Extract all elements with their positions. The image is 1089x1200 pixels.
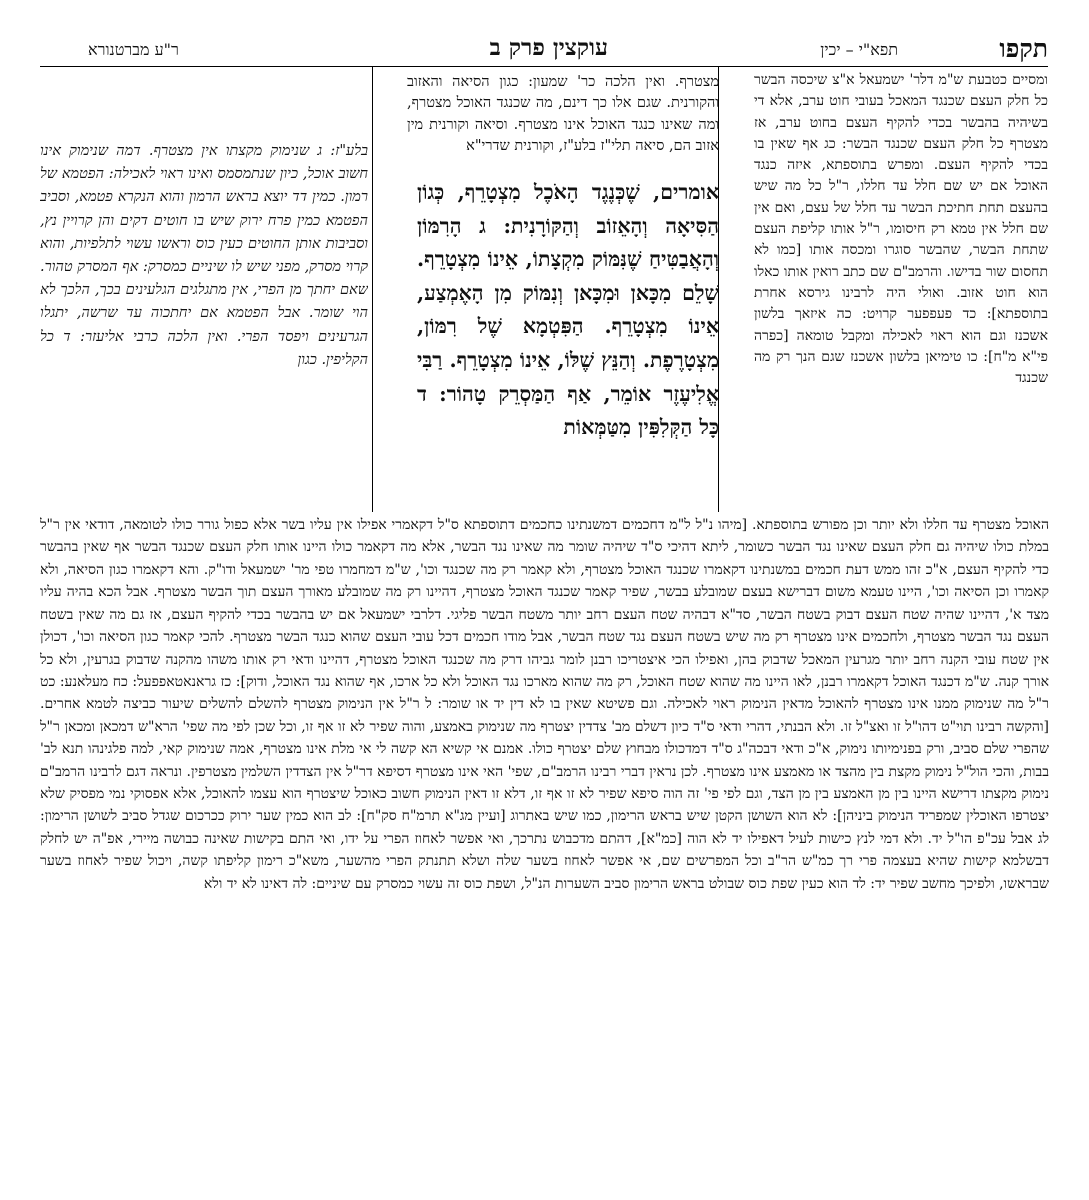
mid-top-commentary (407, 72, 719, 172)
mishna-text: אומרים, שֶׁכְּנֶגֶד הָאֹכֶל מִצְטָרֵף, כְּגוֹן הַסִּיאָה וְהָאֵזוֹב וְהַקּוֹרָנִית: ג הָרִמּוֹן וְהָאֲבַטִּיחַ שֶׁנִּמּוֹק מִקְצָתוֹ, אֵינוֹ מִצְטָרֵף. שָׁלֵם מִכָּאן וּמִכָּאן וְנִמּוֹק מִן הָאֶמְצַע, אֵינוֹ מִצְטָרֵף. הַפִּטְמָא שֶׁל רִמּוֹן, מִצְטָרֶפֶת. וְהַנֵּץ שֶׁלּוֹ, אֵינוֹ מִצְטָרֵף. רַבִּי אֱלִיעֶזֶר אוֹמֵר, אַף הַמַּסְרֵק טָהוֹר: ד כָּל הַקְּלִפִּין מִטַּמְּאוֹת (417, 180, 719, 440)
page-header (40, 34, 1048, 70)
bartenura-label: ר"ע מברטנורא (88, 40, 179, 59)
commentary-block (40, 514, 1049, 1186)
page-number: תקפו (999, 34, 1048, 63)
mishna-column (417, 176, 719, 520)
commentary-text: האוכל מצטרף עד חללו ולא יותר וכן מפורש בתוספתא. [מיהו נ"ל ל"מ דחכמים דמשנתינו כחכמים דתוספתא ס"ל דקאמרי אפילו אין עליו בשר אלא כפול גורר כולו לטומאה, דודאי אין ר"ל במלת כולו שיהיה גם חלק העצם שאינו נגד הבשר כשומר, ליתא דהיכי ס"ד שיהיה שומר מה שאינו נגד הבשר, אלא מה דקאמר כולו היינו אותו חלק העצם שכנגד הבשר אף שאין בהבשר כדי להקיף העצם, א"כ זהו ממש דעת חכמים במשנתינו דקאמרו שכנגד האוכל מצטרף, ולא קאמר רק מה שכנגד וכו', ש"מ דמחמרו טפי מר' ישמעאל ודו"ק. והא דקאמרו כגון הסיאה, ולא קאמרו וכן הסיאה וכו', היינו טעמא משום דברישא בעצם שמובלע בבשר, שפיר קאמר שכנגד האוכל מצטרף, דהיינו רק מה שמובלע מאורך העצם תוך הבשר מצטרף. אבל הכא בהיה עליו מצד א', דהיינו שהיה שטח העצם דבוק בשטח הבשר, סד"א דבהיה שטח העצם רחב יותר משטח הבשר פליגי. דלרבי ישמעאל אם יש בהבשר בכדי להקיף העצם, אז גם מה שאין בשטח העצם נגד הבשר מצטרף, ולחכמים אינו מצטרף רק מה שיש בשטח העצם נגד שטח הבשר, אבל מודו חכמים דכל עובי העצם שהוא כנגד הבשר מצטרף. להכי קאמר כגון הסיאה וכו', דכולן אין שטח עובי הקנה רחב יותר מגרעין המאכל שדבוק בהן, ואפילו הכי איצטריכו רבנן לומר גביהו דרק מה שכנגד האוכל מצטרף, דהיינו ודאי רק אותו משהו מהקנה שדבוק בגרעין, ולא כל אורך קנה. ש"מ דכנגד האוכל דקאמרו רבנן, לאו היינו מה שהוא שטח האוכל, רק מה שהוא מארכו נגד האוכל ולא כל ארכו, אף שהוא נגד האוכל, ודוק]: כז גראנאטאפפעל: כח מעלאנע: כט ר"ל מה שנימוק ממנו אינו מצטרף להאוכל מדאין הנימוק ראוי לאכילה. וגם פשיטא שאין בו לא דין יד או שומר: ל ר"ל אין הנימוק מצטרף להשלם להשלים שיעור כביצה לטמא אחרים. [והקשה רבינו תוי"ט דהו"ל זו ואצ"ל זו. ולא הבנתי, דהרי ודאי ס"ד כיון דשלם מב' צדדין יצטרף מה שנימוק באמצע, והוה שפיר לא זו אף זו, וכל שכן לפי מה שפי' הרא"ש דמכאן ומכאן ר"ל שהפרי שלם סביב, ורק בפנימיותו נימוק, א"כ ודאי דבכה"ג ס"ד דמדכולו מבחוץ שלם יצטרף כולו. אמנם אי קשיא הא קשה לי אי מלת אינו מצטרף, אמה שנימוק קאי, למה פלגינהו תנא לב' בבות, והכי הול"ל נימוק מקצת בין מהצד או מאמצע אינו מצטרף. לכן נראין דברי רבינו הרמב"ם, שפי' האי אינו מצטרף דסיפא דר"ל אין הצדדין השלמין מצטרפין. ונראה דגם לרבינו הרמב"ם נימוק מקצתו דרישא היינו בין מן האמצע בין מן הצד, וגם לפי פי' זה הוה סיפא שפיר לא זו אף זו, דלא זו דאין הנימוק חשוב כאוכל שיצטרף הוא עצמו להאוכל, אלא אפסוקי נמי מפסיק שלא יצטרפו האוכלין שמפריד הנימוק ביניהן]: לא הוא השושן הקטן שיש בראש הרימון, כמו שיש באתרוג [ועיין מג"א תרמ"ח סק"ח]: לב הוא כמין שער ירוק ככרכום שגדל סביב לשושן הרימון: לג אבל עכ"פ הו"ל יד. ולא דמי לנץ כישות לעיל דאפילו יד לא הוה [כמ"א], דהתם מדכבוש נתרכך, ואי אפשר לאחוז הפרי על ידו, ואי התם בקישות שאינה כבושה מיירי, אפ"ה יש לחלק דבשלמא קישות שהיא בעצמה פרי רך כמ"ש הר"ב וכל המפרשים שם, אי אפשר לאחוז בשער שלה ושלא תתנתק הפרי מהשער, משא"כ רימון קליפתו קשה, ויכול שפיר לאחוז בשער שבראשו, ולפיכך מחשב שפיר יד: לד הוא כעין שפת כוס שבולט בראש הרימון סביב השערות הנ"ל, ושפת כוס זה עשוי כמסרק עם שיניים: לה דאינו לא יד ולא (40, 517, 1049, 892)
mid-top-text: מצטרף. ואין הלכה כר' שמעון: כגון הסיאה והאזוב והקורנית. שגם אלו כך דינם, מה שכנגד האוכל מצטרף, ומה שאינו כנגד האוכל אינו מצטרף. וסיאה וקורנית מין אזוב הם, סיאה תלי"ז בלע"ז, וקורנית שדרי"א (407, 74, 719, 154)
column-divider-left (372, 66, 373, 512)
yachin-label: תפא"י – יכין (820, 40, 898, 59)
bartenura-text: בלע"ז: ג שנימוק מקצתו אין מצטרף. דמה שנימוק אינו חשוב אוכל, כיון שנתמסמס ואינו ראוי לאכילה: הפטמא של רמון. כמין דד יוצא בראש הרמון והוא הנקרא פטמא, וסביב הפטמא כמין פרח ירוק שיש בו חוטים דקים והן קרויין נץ, וסביבות אותן החוטים כעין כוס וראשו עשוי לתלפיות, והוא קרוי מסרק, מפני שיש לו שיניים כמסרק: אף המסרק טהור. שאם יחתך מן הפרי, אין מתגלגים הגלעינים בכך, הלכך לא הוי שומר. אבל הפטמא אם יחתכוה עד שרשה, יתגלו הגרעינים ויפסד הפרי. ואין הלכה כרבי אליעזר: ד כל הקליפין. כגון (40, 143, 368, 368)
bartenura-column (40, 140, 368, 512)
yachin-column (754, 70, 1048, 512)
yachin-text: ומסיים כטבעת ש"מ דלר' ישמעאל א"צ שיכסה הבשר כל חלק העצם שכנגד המאכל בעובי חוט ערב, אלא די בשיהיה בהבשר בכדי להקיף העצם בחוט ערב, אז מצטרף כל חלק העצם שכנגד הבשר: כג אף שאין בו בכדי להקיף העצם. ומפרש בתוספתא, איזה כנגד האוכל אם יש שם חלל עד חללו, ר"ל כל מה שיש בהעצם תחת חתיכת הבשר עד חלל של עצם, ואם אין שם חלל אין טמא רק חיסומו, ר"ל אותו קליפת העצם שתחת הבשר, שהבשר סוגרו ומכסה אותו [כמו לא תחסום שור בדישו. והרמב"ם שם כתב רואין אותו כאלו הוא חוט אזוב. ואולי היה לרבינו גירסא אחרת בתוספתא]: כד פעפפער קרויט: כה איזאך בלשון אשכנז וגם הוא ראוי לאכילה ומקבל טומאה [כפרה פי"א מ"ח]: כו טימיאן בלשון אשכנז שגם הנך רק מה שכנגד (754, 72, 1048, 387)
header-rule (40, 66, 1048, 67)
masechet-perek-title: עוקצין פרק ב (489, 34, 608, 61)
